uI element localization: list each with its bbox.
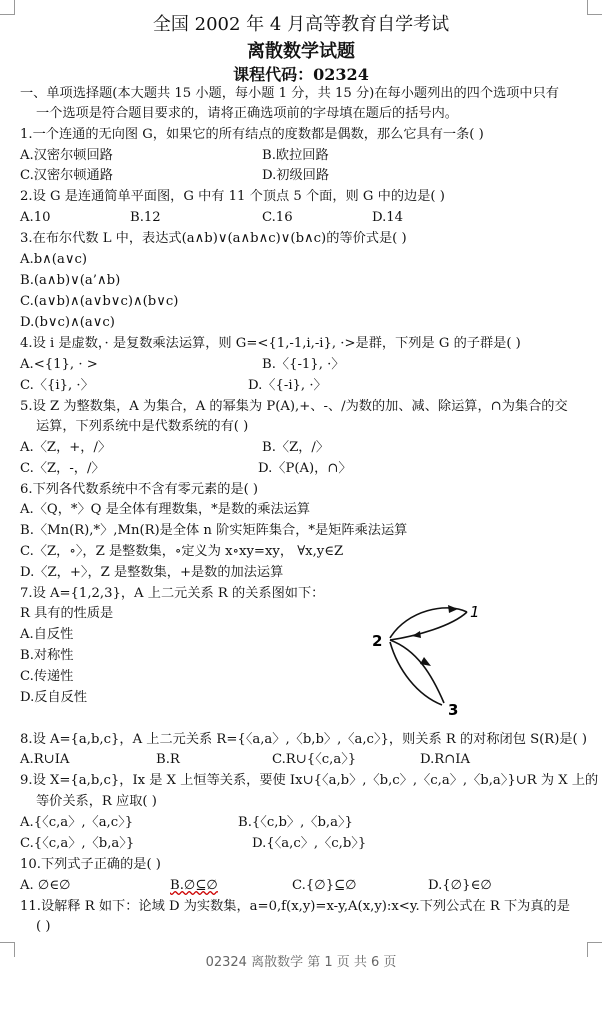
section-intro-line-2: 一个选项是符合题目要求的，请将正确选项前的字母填在题后的括号内。	[36, 106, 458, 121]
q4-option-c: C.〈{i}, ·〉	[20, 378, 94, 393]
section-intro-line-1: 一、单项选择题(本大题共 15 小题，每小题 1 分，共 15 分)在每小题列出的四个选项中只有	[20, 86, 559, 101]
q2-option-b: B.12	[130, 210, 161, 225]
edge-2-to-1-lower	[390, 612, 467, 640]
q8-option-d: D.R∩IA	[420, 752, 471, 767]
q9-option-d: D.{〈a,c〉,〈c,b〉}	[252, 836, 367, 851]
q1-option-c: C.汉密尔顿通路	[20, 168, 113, 183]
q1-option-d: D.初级回路	[262, 168, 330, 183]
q9-stem-line-2: 等价关系，R 应取( )	[36, 794, 157, 809]
q4-stem: 4.设 i 是虚数，· 是复数乘法运算，则 G=<{1,-1,i,-i}, ·>是群，下列是 G 的子群是( )	[20, 336, 521, 351]
q11-stem-line-2: ( )	[36, 919, 51, 934]
q9-option-b: B.{〈c,b〉,〈b,a〉}	[238, 815, 353, 830]
q2-option-c: C.16	[262, 210, 293, 225]
q2-option-a: A.10	[20, 210, 51, 225]
q9-stem-line-1: 9.设 X={a,b,c}，Ix 是 X 上恒等关系，要使 Ix∪{〈a,b〉,〈b,c〉,〈c,a〉,〈b,a〉}∪R 为 X 上的	[20, 773, 599, 788]
q10-option-d: D.{∅}∈∅	[428, 878, 492, 893]
q10-stem: 10.下列式子正确的是( )	[20, 857, 161, 872]
arrowhead-lower-from-1	[412, 631, 421, 638]
q8-option-b: B.R	[156, 752, 180, 767]
q5-option-c: C.〈Z，-，/〉	[20, 461, 105, 476]
q5-option-b: B.〈Z，/〉	[262, 440, 330, 455]
q9-option-c: C.{〈c,a〉,〈b,a〉}	[20, 836, 135, 851]
q5-option-a: A.〈Z，+，/〉	[20, 440, 112, 455]
q5-option-d: D.〈P(A)，∩〉	[258, 461, 352, 476]
q8-option-a: A.R∪IA	[20, 752, 70, 767]
q6-option-d: D.〈Z，+〉，Z 是整数集，+是数的加法运算	[20, 565, 284, 580]
q3-option-c: C.(a∨b)∧(a∨b∨c)∧(b∨c)	[20, 294, 179, 309]
q1-option-a: A.汉密尔顿回路	[20, 148, 113, 163]
page-footer: 02324 离散数学 第 1 页 共 6 页	[205, 955, 397, 970]
q10-option-c: C.{∅}⊆∅	[292, 878, 357, 893]
course-code: 课程代码：02324	[233, 65, 369, 84]
q3-option-b: B.(a∧b)∨(a’∧b)	[20, 273, 121, 288]
q10-option-a: A. ∅∈∅	[20, 878, 71, 893]
relation-graph	[362, 600, 490, 720]
arrowhead-upper-to-1	[448, 605, 458, 613]
q7-option-b: B.对称性	[20, 648, 74, 663]
q1-option-b: B.欧拉回路	[262, 148, 329, 163]
q1-stem: 1.一个连通的无向图 G，如果它的所有结点的度数都是偶数，那么它具有一条( )	[20, 127, 484, 142]
q5-stem-line-2: 运算，下列系统中是代数系统的有( )	[36, 419, 249, 434]
edge-2-to-1-upper	[390, 608, 467, 638]
q4-option-b: B.〈{-1}, ·〉	[262, 357, 345, 372]
subject-title: 离散数学试题	[247, 41, 355, 62]
node-label-2: 2	[372, 632, 383, 650]
q3-option-a: A.b∧(a∨c)	[20, 252, 87, 267]
q6-option-b: B.〈Mn(R),*〉,Mn(R)是全体 n 阶实矩阵集合，*是矩阵乘法运算	[20, 523, 408, 538]
node-label-1: 1	[470, 603, 480, 621]
q10-option-b: B.∅⊆∅	[170, 878, 218, 893]
exam-title: 全国 2002 年 4 月高等教育自学考试	[152, 14, 450, 35]
q7-option-a: A.自反性	[20, 627, 74, 642]
q3-stem: 3.在布尔代数 L 中，表达式(a∧b)∨(a∧b∧c)∨(b∧c)的等价式是( )	[20, 231, 407, 246]
q7-option-c: C.传递性	[20, 669, 74, 684]
q7-stem-line-1: 7.设 A={1,2,3}，A 上二元关系 R 的关系图如下：	[20, 586, 325, 601]
q9-option-a: A.{〈c,a〉,〈a,c〉}	[20, 815, 134, 830]
edge-2-to-3-lower	[390, 642, 442, 705]
q4-option-a: A.<{1}, · >	[20, 357, 98, 372]
q3-option-d: D.(b∨c)∧(a∨c)	[20, 315, 115, 330]
q2-stem: 2.设 G 是连通简单平面图，G 中有 11 个顶点 5 个面，则 G 中的边是( )	[20, 189, 445, 204]
q7-stem-line-2: R 具有的性质是	[20, 606, 114, 621]
q6-stem: 6.下列各代数系统中不含有零元素的是( )	[20, 482, 259, 497]
q4-option-d: D.〈{-i}, ·〉	[248, 378, 327, 393]
q7-option-d: D.反自反性	[20, 690, 88, 705]
q6-option-c: C.〈Z，∘〉，Z 是整数集，∘定义为 x∘xy=xy， ∀x,y∈Z	[20, 544, 344, 559]
node-label-3: 3	[448, 701, 459, 719]
edge-2-to-3-upper	[390, 640, 444, 703]
q2-option-d: D.14	[372, 210, 404, 225]
q8-option-c: C.R∪{〈c,a〉}	[272, 752, 357, 767]
q6-option-a: A.〈Q，*〉Q 是全体有理数集，*是数的乘法运算	[20, 502, 311, 517]
q5-stem-line-1: 5.设 Z 为整数集，A 为集合，A 的幂集为 P(A),+、-、/为数的加、减、除运算，∩为集合的交	[20, 399, 568, 414]
q8-stem: 8.设 A={a,b,c}，A 上二元关系 R={〈a,a〉,〈b,b〉,〈a,c〉}，则关系 R 的对称闭包 S(R)是( )	[20, 732, 588, 747]
q11-stem-line-1: 11.设解释 R 如下：论域 D 为实数集，a=0,f(x,y)=x-y,A(x,y):x<y.下列公式在 R 下为真的是	[20, 899, 570, 914]
